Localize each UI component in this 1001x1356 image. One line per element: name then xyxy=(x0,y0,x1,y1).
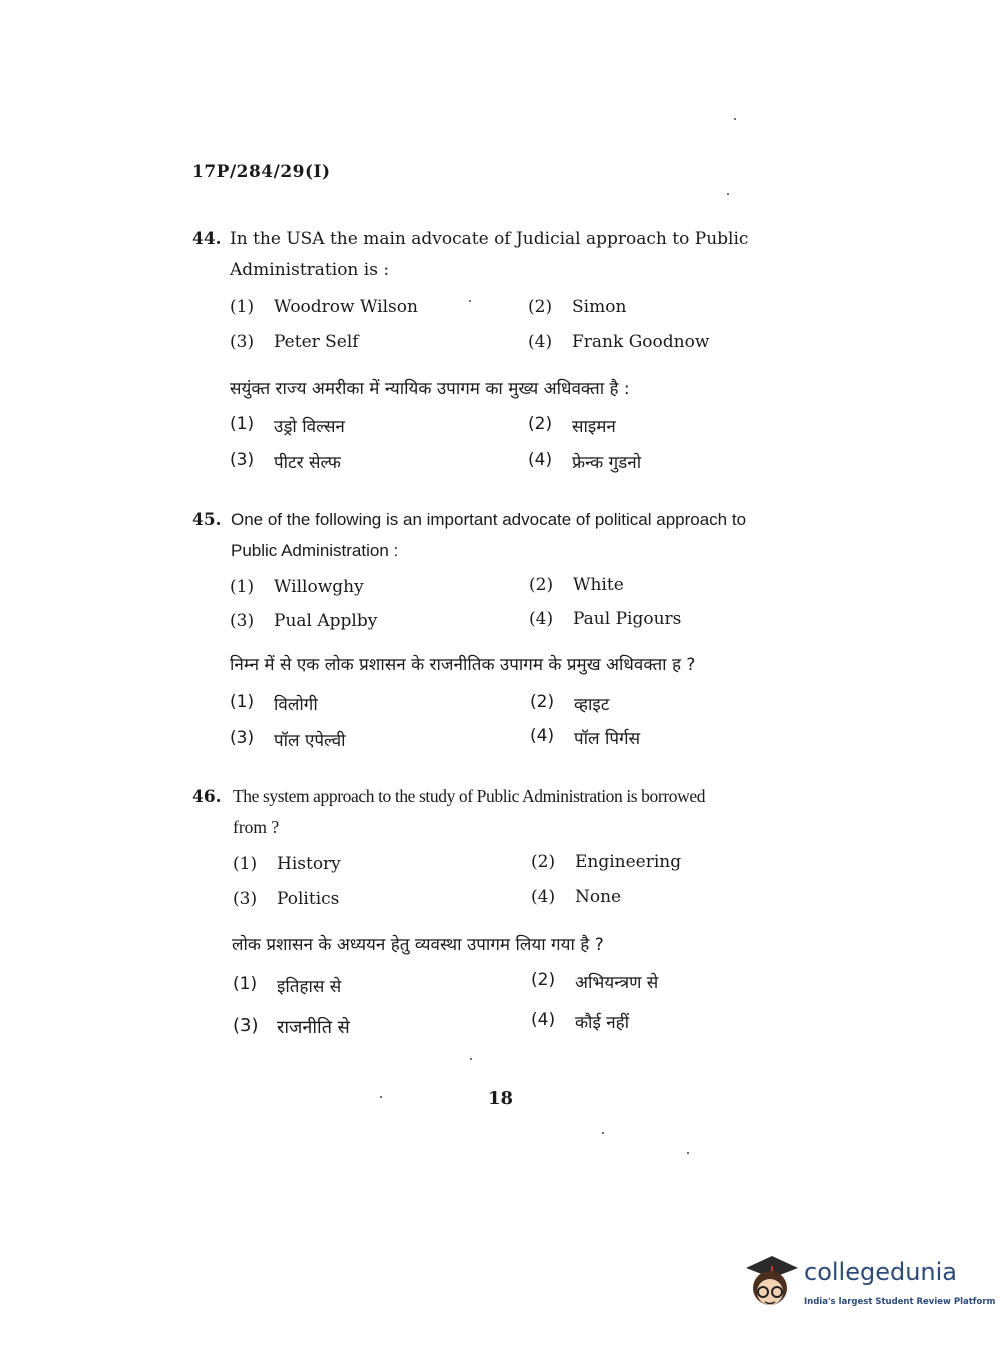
question-text-line1: The system approach to the study of Public Administration is borrowed xyxy=(233,786,706,806)
option-number: (4) xyxy=(531,1010,556,1030)
option-3 xyxy=(230,611,377,631)
option-number: (3) xyxy=(230,728,255,748)
option-text: व्हाइट xyxy=(574,695,610,715)
scan-speck xyxy=(469,300,471,302)
question-text-line1: In the USA the main advocate of Judicial approach to Public xyxy=(230,229,749,249)
question-text-line2: from ? xyxy=(233,817,280,837)
option-3-hindi xyxy=(233,1015,350,1039)
collegedunia-mascot-icon xyxy=(742,1250,802,1312)
option-text: पीटर सेल्फ xyxy=(274,453,341,473)
option-text: Simon xyxy=(572,297,627,317)
scan-speck xyxy=(602,1132,604,1134)
option-number: (1) xyxy=(230,692,255,712)
option-1 xyxy=(230,297,418,317)
option-1-hindi xyxy=(230,692,318,715)
option-number: (2) xyxy=(529,575,554,595)
option-number: (4) xyxy=(530,726,555,746)
option-1-hindi xyxy=(230,414,345,437)
option-text: White xyxy=(573,575,624,595)
option-number: (3) xyxy=(233,889,258,909)
option-2 xyxy=(528,297,626,317)
option-4-hindi xyxy=(531,1010,629,1033)
option-number: (4) xyxy=(528,450,553,470)
question-text-line2: Public Administration : xyxy=(231,541,399,560)
option-number: (4) xyxy=(529,609,554,629)
option-4 xyxy=(531,887,621,907)
brand-name: collegedunia xyxy=(804,1258,958,1286)
scan-speck xyxy=(380,1096,382,1098)
option-2-hindi xyxy=(530,692,609,715)
option-text: Peter Self xyxy=(274,332,359,352)
option-3 xyxy=(233,889,339,909)
option-text: Paul Pigours xyxy=(573,609,682,629)
option-text: Politics xyxy=(277,889,340,909)
option-4 xyxy=(528,332,709,352)
option-2 xyxy=(529,575,624,595)
option-text: Engineering xyxy=(575,852,682,872)
option-number: (1) xyxy=(230,414,255,434)
option-number: (3) xyxy=(230,450,255,470)
option-number: (3) xyxy=(230,332,255,352)
question-number: 46. xyxy=(192,787,222,807)
option-text: राजनीति से xyxy=(277,1017,350,1038)
option-number: (1) xyxy=(230,577,255,597)
page-number: 18 xyxy=(487,1088,514,1109)
option-number: (2) xyxy=(528,297,553,317)
option-number: (1) xyxy=(230,297,255,317)
question-text-hindi: निम्न में से एक लोक प्रशासन के राजनीतिक उपागम के प्रमुख अधिवक्ता ह ? xyxy=(230,655,696,675)
option-text: History xyxy=(277,854,341,874)
option-text: इतिहास से xyxy=(277,977,342,997)
question-text-line2: Administration is : xyxy=(230,260,390,280)
option-2 xyxy=(531,852,681,872)
option-2-hindi xyxy=(528,414,616,437)
option-2-hindi xyxy=(531,970,658,993)
option-text: कौई नहीं xyxy=(575,1013,630,1033)
option-text: विलोगी xyxy=(274,695,318,715)
option-1 xyxy=(230,577,364,597)
question-number: 44. xyxy=(192,229,222,249)
option-text: Willowghy xyxy=(274,577,364,597)
option-4-hindi xyxy=(528,450,641,473)
option-number: (1) xyxy=(233,974,258,994)
scan-speck xyxy=(687,1152,689,1154)
option-text: फ्रेन्क गुडनो xyxy=(572,453,642,473)
option-3-hindi xyxy=(230,728,346,751)
option-text: None xyxy=(575,887,622,907)
option-number: (4) xyxy=(528,332,553,352)
option-number: (2) xyxy=(530,692,555,712)
option-text: Woodrow Wilson xyxy=(274,297,418,317)
option-text: उड्रो विल्सन xyxy=(274,417,345,437)
question-text-hindi: सयुंक्त राज्य अमरीका में न्यायिक उपागम का मुख्य अधिवक्ता है : xyxy=(230,379,630,399)
option-number: (2) xyxy=(528,414,553,434)
brand-tagline: India's largest Student Review Platform xyxy=(804,1297,996,1307)
option-4-hindi xyxy=(530,726,640,749)
option-1-hindi xyxy=(233,974,341,997)
option-3 xyxy=(230,332,359,352)
option-text: पॉल पिर्गस xyxy=(574,729,641,749)
question-text-line1: One of the following is an important advocate of political approach to xyxy=(231,510,747,529)
paper-code: 17P/284/29(I) xyxy=(192,162,331,182)
scan-speck xyxy=(734,118,736,120)
option-number: (4) xyxy=(531,887,556,907)
option-text: Frank Goodnow xyxy=(572,332,710,352)
option-1 xyxy=(233,854,341,874)
option-3-hindi xyxy=(230,450,341,473)
option-number: (3) xyxy=(230,611,255,631)
option-number: (1) xyxy=(233,854,258,874)
scan-speck xyxy=(727,193,729,195)
option-number: (2) xyxy=(531,852,556,872)
scan-speck xyxy=(470,1058,472,1060)
option-number: (3) xyxy=(233,1015,259,1036)
option-text: साइमन xyxy=(572,417,616,437)
option-text: अभियन्त्रण से xyxy=(575,973,659,993)
question-text-hindi: लोक प्रशासन के अध्ययन हेतु व्यवस्था उपागम लिया गया है ? xyxy=(232,935,604,955)
option-text: Pual Applby xyxy=(274,611,378,631)
question-number: 45. xyxy=(192,510,222,530)
option-text: पॉल एपेल्वी xyxy=(274,731,346,751)
option-4 xyxy=(529,609,681,629)
option-number: (2) xyxy=(531,970,556,990)
